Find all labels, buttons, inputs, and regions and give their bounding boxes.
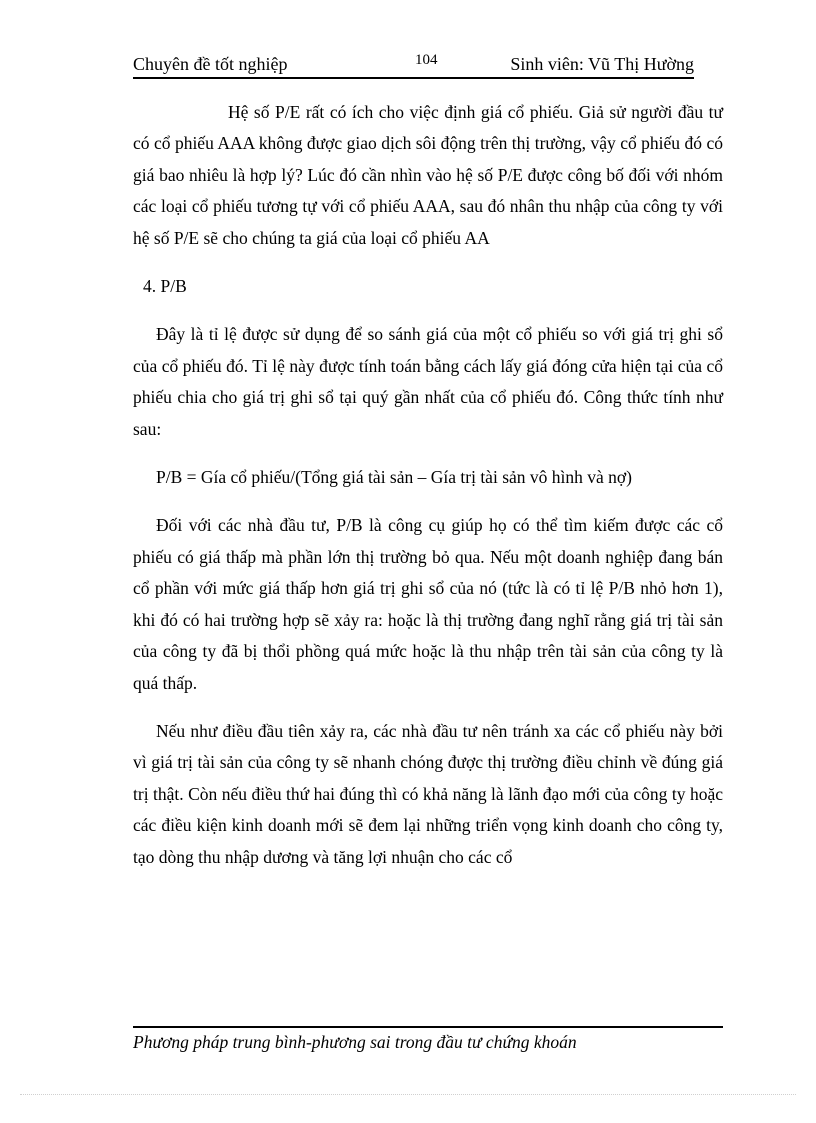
section-heading-pb: 4. P/B [143,276,187,297]
page-header [133,52,694,78]
header-divider [133,77,694,79]
header-title: Chuyên đề tốt nghiệp [133,54,288,74]
pb-formula: P/B = Gía cổ phiếu/(Tổng giá tài sản – Gía trị tài sản vô hình và nợ) [156,467,632,488]
footer-divider [133,1026,723,1028]
page-bottom-border [20,1094,796,1095]
paragraph-pe-valuation: Hệ số P/E rất có ích cho việc định giá cổ phiếu. Giả sử người đầu tư có cổ phiếu AAA không được giao dịch sôi động trên thị trường, vậy cổ phiếu đó có giá bao nhiêu là hợp lý? Lúc đó cần nhìn vào hệ số P/E được công bố đối với nhóm các loại cổ phiếu tương tự với cổ phiếu AAA, sau đó nhân thu nhập của công ty với hệ số P/E sẽ cho chúng ta giá của loại cổ phiếu AA [133,102,723,248]
header-student: Sinh viên: Vũ Thị Hường [510,54,694,74]
page-body [133,97,723,873]
page-footer: Phương pháp trung bình-phương sai trong đầu tư chứng khoán [133,1032,577,1052]
page-number: 104 [415,52,438,68]
paragraph-pb-definition: Đây là tỉ lệ được sử dụng để so sánh giá của một cổ phiếu so với giá trị ghi sổ của cổ phiếu đó. Tỉ lệ này được tính toán bằng cách lấy giá đóng cửa hiện tại của cổ phiếu chia cho giá trị ghi sổ tại quý gần nhất của cổ phiếu đó. Công thức tính như sau: [133,324,723,439]
paragraph-pb-investors: Đối với các nhà đầu tư, P/B là công cụ giúp họ có thể tìm kiếm được các cổ phiếu có giá thấp mà phần lớn thị trường bỏ qua. Nếu một doanh nghiệp đang bán cổ phần với mức giá thấp hơn giá trị ghi sổ của nó (tức là có tỉ lệ P/B nhỏ hơn 1), khi đó có hai trường hợp sẽ xảy ra: hoặc là thị trường đang nghĩ rằng giá trị tài sản của công ty đã bị thổi phồng quá mức hoặc là thu nhập trên tài sản của công ty là quá thấp. [133,515,723,693]
paragraph-pb-cases: Nếu như điều đầu tiên xảy ra, các nhà đầu tư nên tránh xa các cổ phiếu này bởi vì giá trị tài sản của công ty sẽ nhanh chóng được thị trường điều chỉnh về đúng giá trị thật. Còn nếu điều thứ hai đúng thì có khả năng là lãnh đạo mới của công ty hoặc các điều kiện kinh doanh mới sẽ đem lại những triển vọng kinh doanh cho công ty, tạo dòng thu nhập dương và tăng lợi nhuận cho các cổ [133,720,723,867]
